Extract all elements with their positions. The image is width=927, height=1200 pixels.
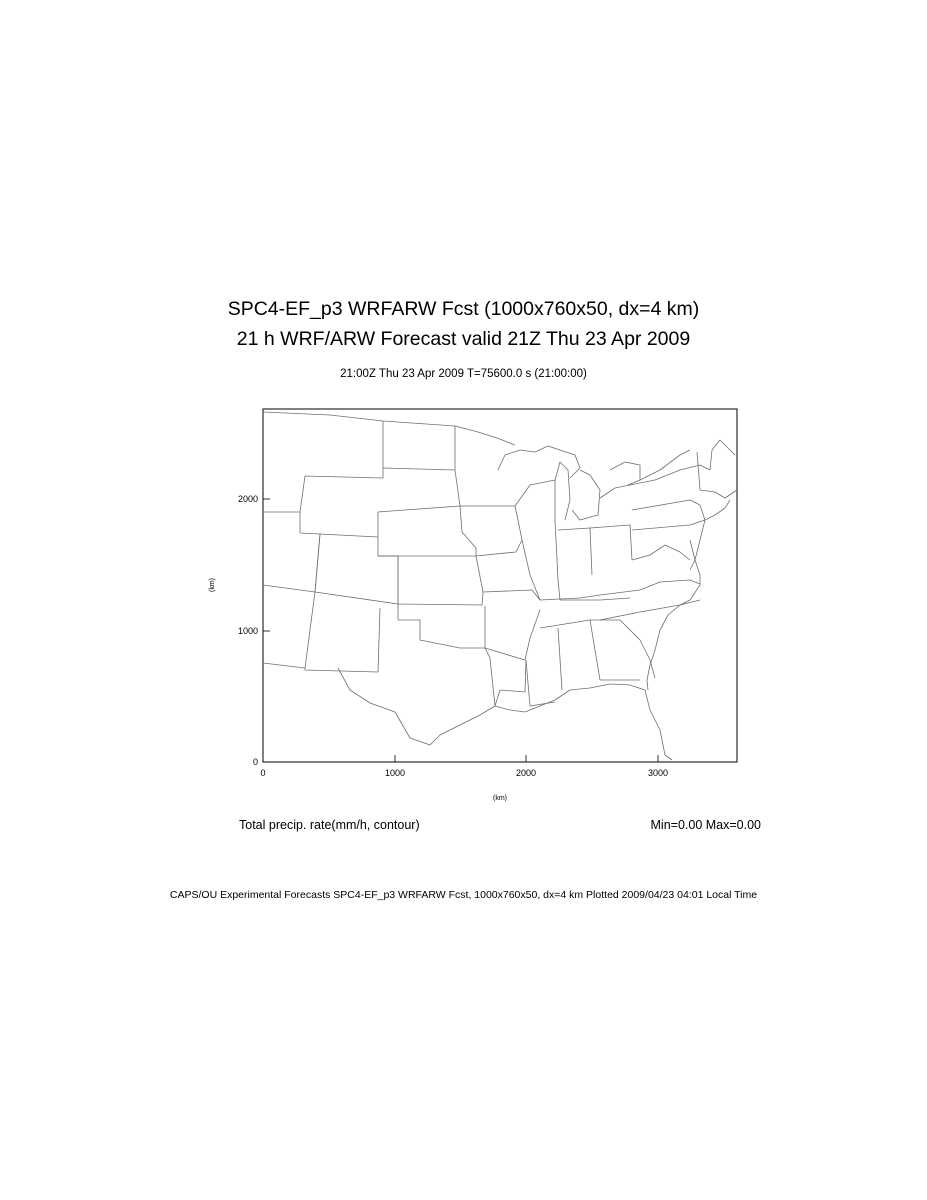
map-border — [263, 409, 737, 762]
plot-title-line-1: SPC4-EF_p3 WRFARW Fcst (1000x760x50, dx=4 km) — [227, 298, 700, 320]
state-boundaries — [263, 412, 737, 760]
x-tick-label: 0 — [260, 768, 266, 778]
plot-title-line-2: 21 h WRF/ARW Forecast valid 21Z Thu 23 Apr 2009 — [236, 328, 691, 350]
y-tick-label: 1000 — [237, 626, 258, 636]
x-tick-label: 2000 — [515, 768, 537, 778]
valid-time-subtitle: 21:00Z Thu 23 Apr 2009 T=75600.0 s (21:00:00) — [340, 368, 587, 380]
field-label: Total precip. rate(mm/h, contour) — [239, 818, 420, 832]
axis-ticks — [263, 499, 658, 762]
y-tick-label: 2000 — [237, 494, 258, 504]
x-tick-label: 3000 — [647, 768, 669, 778]
x-tick-label: 1000 — [384, 768, 406, 778]
x-axis-label: (km) — [493, 795, 507, 802]
min-max-label: Min=0.00 Max=0.00 — [650, 818, 761, 832]
y-axis-label: (km) — [209, 578, 216, 592]
footer-credit: CAPS/OU Experimental Forecasts SPC4-EF_p3 WRFARW Fcst, 1000x760x50, dx=4 km Plotted 2009/04/23 04:01 Local Time — [169, 889, 758, 901]
y-tick-label: 0 — [252, 757, 258, 767]
